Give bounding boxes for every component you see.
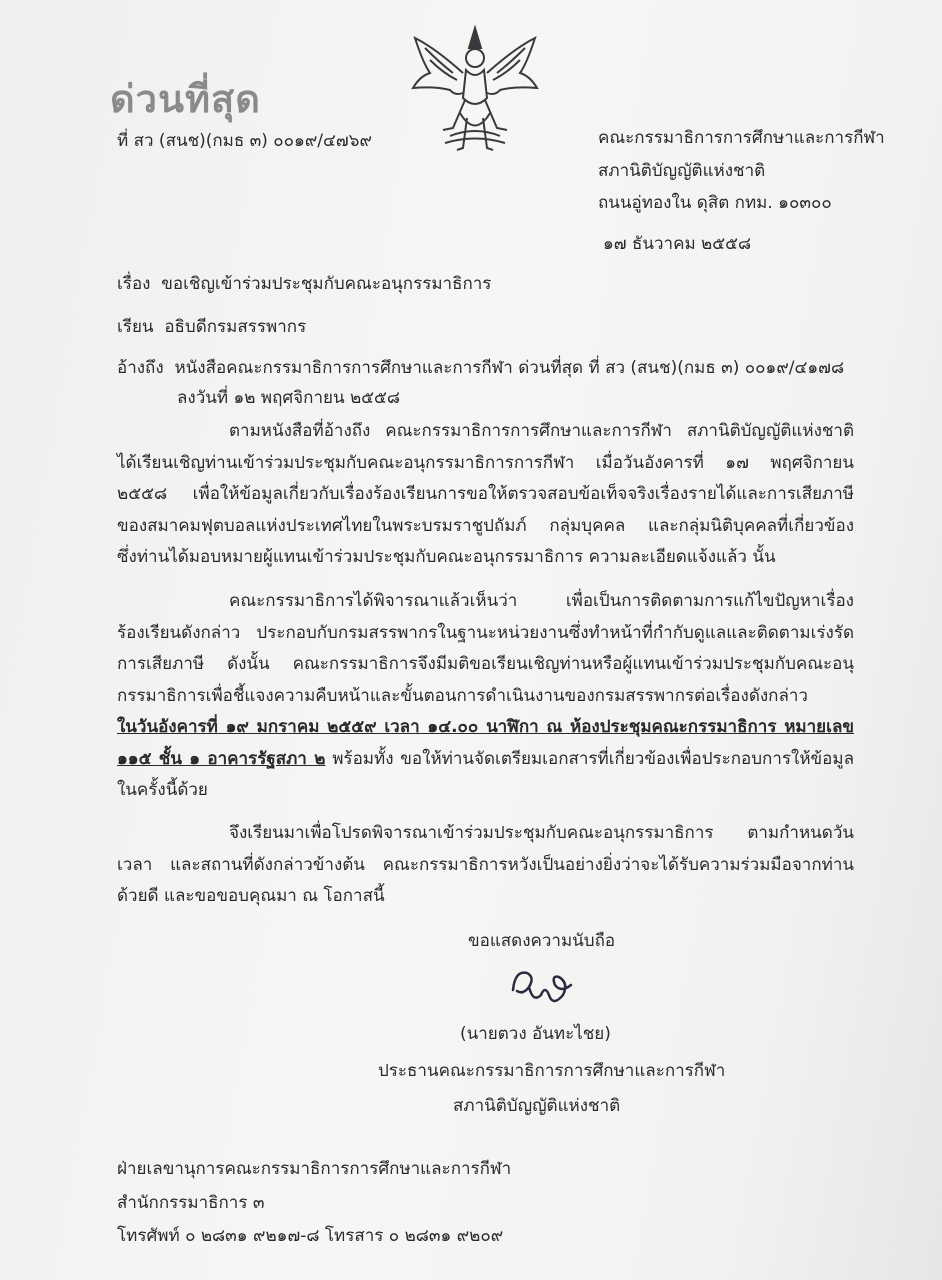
paragraph-2 xyxy=(117,586,854,807)
department-contact: โทรศัพท์ ๐ ๒๘๓๑ ๙๒๑๗-๘ โทรสาร ๐ ๒๘๓๑ ๙๒๐๙ xyxy=(117,1226,504,1246)
paragraph-line: ในครั้งนี้ด้วย xyxy=(117,780,208,800)
closing-salutation: ขอแสดงความนับถือ xyxy=(468,931,616,951)
meeting-room-line xyxy=(117,744,854,776)
org-parliament: สภานิติบัญญัติแห่งชาติ xyxy=(598,161,766,181)
department-office: สำนักกรรมาธิการ ๓ xyxy=(117,1193,265,1213)
reference-line xyxy=(117,354,844,381)
recipient-text: อธิบดีกรมสรรพากร xyxy=(164,317,307,337)
paragraph-line: ของสมาคมฟุตบอลแห่งประเทศไทยในพระบรมราชูปถัมภ์ กลุ่มบุคคล และกลุ่มนิติบุคคลที่เกี่ยวข้อง xyxy=(117,515,854,536)
signer-name: (นายตวง อันทะไชย) xyxy=(460,1024,611,1044)
signer-organization: สภานิติบัญญัติแห่งชาติ xyxy=(453,1096,621,1116)
urgency-stamp: ด่วนที่สุด xyxy=(110,77,261,121)
paragraph-line: ด้วยดี และขอขอบคุณมา ณ โอกาสนี้ xyxy=(117,886,385,906)
paragraph-line: คณะกรรมาธิการได้พิจารณาแล้วเห็นว่า เพื่อเป็นการติดตามการแก้ไขปัญหาเรื่อง xyxy=(229,591,854,611)
garuda-emblem-icon xyxy=(405,18,545,158)
org-name: คณะกรรมาธิการการศึกษาและการกีฬา xyxy=(598,128,885,148)
paragraph-line: เวลา และสถานที่ดังกล่าวข้างต้น คณะกรรมาธิการหวังเป็นอย่างยิ่งว่าจะได้รับความร่วมมือจากท่าน xyxy=(117,854,854,875)
meeting-room: ๑๑๕ ชั้น ๑ อาคารรัฐสภา ๒ xyxy=(117,748,326,769)
to-label: เรียน xyxy=(117,317,154,337)
department-name: ฝ่ายเลขานุการคณะกรรมาธิการการศึกษาและการกีฬา xyxy=(117,1159,512,1179)
ref-label: อ้างถึง xyxy=(117,358,164,378)
paragraph-line: ๒๕๕๘ เพื่อให้ข้อมูลเกี่ยวกับเรื่องร้องเรียนการขอให้ตรวจสอบข้อเท็จจริงเรื่องรายได้และการเสียภาษี xyxy=(117,484,854,504)
paragraph-3 xyxy=(117,818,854,913)
meeting-datetime: ในวันอังคารที่ ๑๙ มกราคม ๒๕๕๙ เวลา ๑๔.๐๐ นาฬิกา ณ ห้องประชุมคณะกรรมาธิการ หมายเลข xyxy=(117,717,854,737)
paragraph-line: จึงเรียนมาเพื่อโปรดพิจารณาเข้าร่วมประชุมกับคณะอนุกรรมาธิการ ตามกำหนดวัน xyxy=(229,823,854,843)
signer-position: ประธานคณะกรรมาธิการการศึกษาและการกีฬา xyxy=(378,1061,726,1081)
signature xyxy=(505,955,585,1015)
subject-line xyxy=(117,270,491,297)
reference-text: หนังสือคณะกรรมาธิการการศึกษาและการกีฬา ด่วนที่สุด ที่ สว (สนช)(กมธ ๓) ๐๐๑๙/๔๑๗๘ xyxy=(174,358,845,378)
recipient-line xyxy=(117,313,306,340)
paragraph-line: ตามหนังสือที่อ้างถึง คณะกรรมาธิการการศึกษาและการกีฬา สภานิติบัญญัติแห่งชาติ xyxy=(229,421,854,441)
paragraph-text: พร้อมทั้ง ขอให้ท่านจัดเตรียมเอกสารที่เกี่ยวข้องเพื่อประกอบการให้ข้อมูล xyxy=(325,748,854,769)
paragraph-line: ได้เรียนเชิญท่านเข้าร่วมประชุมกับคณะอนุกรรมาธิการการกีฬา เมื่อวันอังคารที่ ๑๗ พฤศจิกายน xyxy=(117,452,854,473)
subject-text: ขอเชิญเข้าร่วมประชุมกับคณะอนุกรรมาธิการ xyxy=(161,274,492,294)
paragraph-1 xyxy=(117,416,854,574)
paragraph-line: ร้องเรียนดังกล่าว ประกอบกับกรมสรรพากรในฐานะหน่วยงานซึ่งทำหน้าที่กำกับดูแลและติดตามเร่งรัด xyxy=(117,622,854,643)
paragraph-line: การเสียภาษี ดังนั้น คณะกรรมาธิการจึงมีมติขอเรียนเชิญท่านหรือผู้แทนเข้าร่วมประชุมกับคณะอนุ xyxy=(117,654,854,674)
letter-date: ๑๗ ธันวาคม ๒๕๕๘ xyxy=(603,234,752,254)
subject-label: เรื่อง xyxy=(117,274,151,294)
paragraph-line: กรรมาธิการเพื่อชี้แจงความคืบหน้าและขั้นตอนการดำเนินงานของกรมสรรพากรต่อเรื่องดังกล่าว xyxy=(117,685,808,706)
meeting-datetime-line xyxy=(117,712,854,744)
reference-date: ลงวันที่ ๑๒ พฤศจิกายน ๒๕๕๘ xyxy=(177,388,401,408)
paragraph-line: ซึ่งท่านได้มอบหมายผู้แทนเข้าร่วมประชุมกับคณะอนุกรรมาธิการ ความละเอียดแจ้งแล้ว นั้น xyxy=(117,547,776,567)
document-number: ที่ สว (สนช)(กมธ ๓) ๐๐๑๙/๔๗๖๙ xyxy=(117,131,372,151)
org-address: ถนนอู่ทองใน ดุสิต กทม. ๑๐๓๐๐ xyxy=(598,193,832,213)
